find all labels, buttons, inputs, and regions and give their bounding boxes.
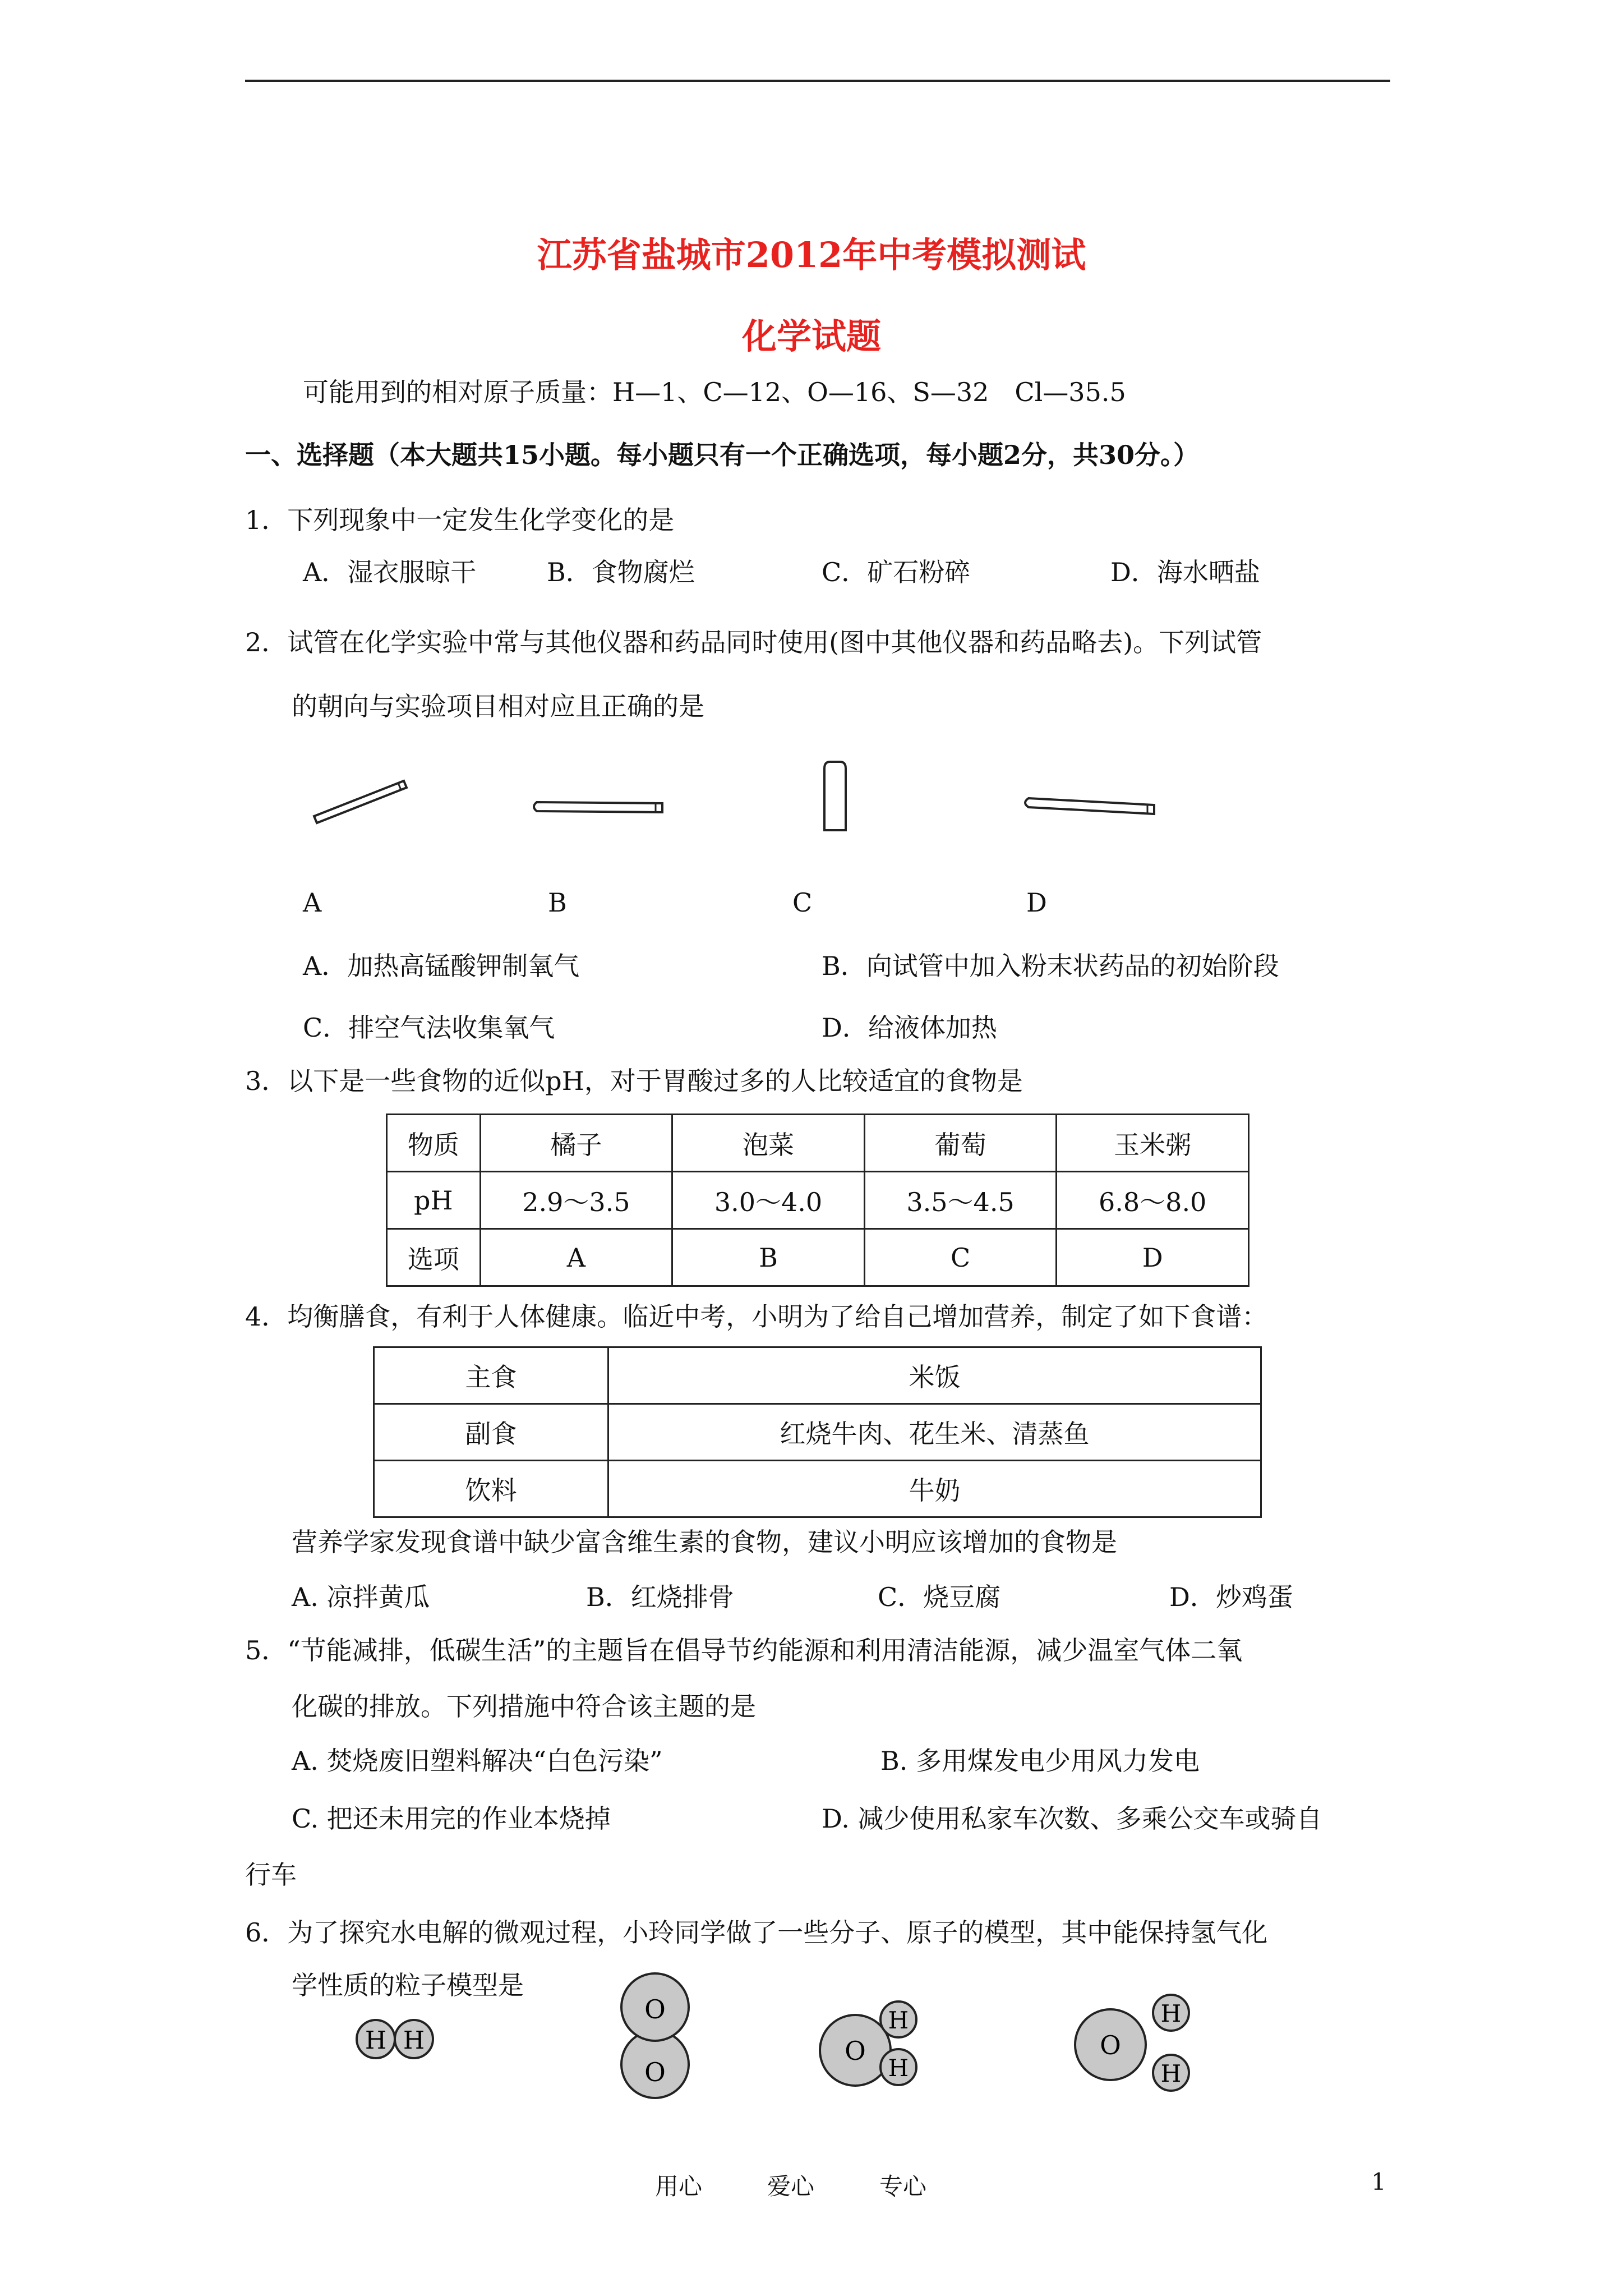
q6-stem-line2: 学性质的粒子模型是 bbox=[292, 1970, 524, 2000]
ph-table-cell: 6.8～8.0 bbox=[1057, 1172, 1249, 1229]
menu-table-cell: 米饭 bbox=[608, 1347, 1261, 1404]
q1-stem: 1．下列现象中一定发生化学变化的是 bbox=[245, 505, 675, 535]
ph-table-cell: 泡菜 bbox=[672, 1115, 865, 1172]
menu-table-cell: 主食 bbox=[374, 1347, 608, 1404]
menu-table-cell: 副食 bbox=[374, 1404, 608, 1461]
test-tube-d-figure bbox=[1021, 788, 1161, 822]
q2-figure-label-d: D bbox=[1026, 887, 1047, 918]
q2-figure-label-b: B bbox=[548, 887, 567, 918]
q5-option-a: A. 焚烧废旧塑料解决“白色污染” bbox=[292, 1746, 663, 1776]
q2-option-c: C．排空气法收集氧气 bbox=[303, 1013, 555, 1043]
menu-table-cell: 红烧牛肉、花生米、清蒸鱼 bbox=[608, 1404, 1261, 1461]
q5-stem-line2: 化碳的排放。下列措施中符合该主题的是 bbox=[292, 1691, 756, 1722]
atom-label-h: H bbox=[1160, 2060, 1182, 2087]
q5-option-d-line2: 行车 bbox=[245, 1860, 297, 1890]
q3-stem: 3．以下是一些食物的近似pH，对于胃酸过多的人比较适宜的食物是 bbox=[245, 1066, 1023, 1096]
footer-motto-3: 专心 bbox=[879, 2173, 927, 2200]
ph-table-cell: D bbox=[1057, 1229, 1249, 1286]
q4-stem: 4．均衡膳食，有利于人体健康。临近中考，小明为了给自己增加营养，制定了如下食谱： bbox=[245, 1301, 1268, 1332]
q1-option-c: C．矿石粉碎 bbox=[822, 557, 971, 587]
ph-table-cell: 3.0～4.0 bbox=[672, 1172, 865, 1229]
footer-motto-2: 爱心 bbox=[767, 2173, 815, 2200]
q4-option-b: B．红烧排骨 bbox=[586, 1582, 734, 1612]
ph-table-cell: 玉米粥 bbox=[1057, 1115, 1249, 1172]
ph-table-cell: 选项 bbox=[387, 1229, 481, 1286]
atom-label-h: H bbox=[888, 2007, 909, 2034]
test-tube-a-figure bbox=[303, 752, 415, 830]
q4-note: 营养学家发现食谱中缺少富含维生素的食物，建议小明应该增加的食物是 bbox=[292, 1527, 1117, 1557]
atom-label-h: H bbox=[1160, 2000, 1182, 2027]
atomic-masses: 可能用到的相对原子质量：H—1、C—12、O—16、S—32 Cl—35.5 bbox=[303, 377, 1126, 407]
header-rule bbox=[245, 80, 1390, 82]
hydrogen-molecule-model bbox=[348, 2014, 454, 2064]
ph-table-row bbox=[387, 1229, 1249, 1286]
water-molecule-model-d bbox=[1066, 1991, 1200, 2098]
atom-label-o: O bbox=[1100, 2030, 1121, 2060]
ph-table-cell: 葡萄 bbox=[864, 1115, 1057, 1172]
q2-option-a: A．加热高锰酸钾制氧气 bbox=[303, 951, 580, 981]
ph-table-cell: 3.5～4.5 bbox=[864, 1172, 1057, 1229]
ph-table-cell: 2.9～3.5 bbox=[480, 1172, 672, 1229]
q4-option-d: D．炒鸡蛋 bbox=[1169, 1582, 1293, 1612]
footer-motto-1: 用心 bbox=[655, 2173, 703, 2200]
water-molecule-model-c bbox=[813, 1997, 948, 2092]
q4-option-a: A. 凉拌黄瓜 bbox=[292, 1582, 430, 1612]
test-tube-c-figure bbox=[819, 757, 852, 836]
ph-table-cell: 物质 bbox=[387, 1115, 481, 1172]
oxygen-molecule-model bbox=[611, 1963, 707, 2115]
q2-option-d: D．给液体加热 bbox=[822, 1013, 997, 1043]
q2-stem-line2: 的朝向与实验项目相对应且正确的是 bbox=[292, 691, 704, 721]
ph-table-row bbox=[387, 1115, 1249, 1172]
menu-table-row bbox=[374, 1461, 1261, 1517]
q1-option-d: D．海水晒盐 bbox=[1110, 557, 1260, 587]
ph-table-cell: 橘子 bbox=[480, 1115, 672, 1172]
atom-label-o: O bbox=[845, 2036, 866, 2066]
q2-option-b: B．向试管中加入粉末状药品的初始阶段 bbox=[822, 951, 1279, 981]
q6-stem-line1: 6．为了探究水电解的微观过程，小玲同学做了一些分子、原子的模型，其中能保持氢气化 bbox=[245, 1917, 1268, 1948]
ph-table-row bbox=[387, 1172, 1249, 1229]
q2-figure-label-a: A bbox=[303, 887, 322, 918]
q5-option-c: C. 把还未用完的作业本烧掉 bbox=[292, 1803, 611, 1834]
test-tube-b-figure bbox=[530, 791, 670, 825]
ph-table-cell: A bbox=[480, 1229, 672, 1286]
ph-table-cell: B bbox=[672, 1229, 865, 1286]
q5-stem-line1: 5．“节能减排，低碳生活”的主题旨在倡导节约能源和利用清洁能源，减少温室气体二氧 bbox=[245, 1635, 1243, 1665]
q2-figure-label-c: C bbox=[792, 887, 813, 918]
q4-option-c: C．烧豆腐 bbox=[878, 1582, 1001, 1612]
ph-table bbox=[386, 1114, 1249, 1287]
atom-label-h: H bbox=[403, 2026, 425, 2055]
page-number: 1 bbox=[1371, 2168, 1386, 2196]
q1-option-b: B．食物腐烂 bbox=[547, 557, 695, 587]
menu-table-row bbox=[374, 1347, 1261, 1404]
ph-table-cell: C bbox=[864, 1229, 1057, 1286]
ph-table-cell: pH bbox=[387, 1172, 481, 1229]
section-heading: 一、选择题（本大题共15小题。每小题只有一个正确选项，每小题2分，共30分。） bbox=[245, 440, 1200, 470]
atom-label-h: H bbox=[365, 2026, 387, 2055]
q5-option-d-line1: D. 减少使用私家车次数、多乘公交车或骑自 bbox=[822, 1803, 1322, 1834]
atom-label-o: O bbox=[644, 2057, 666, 2087]
atom-label-h: H bbox=[888, 2054, 909, 2082]
q5-option-b: B. 多用煤发电少用风力发电 bbox=[880, 1746, 1200, 1776]
atom-label-o: O bbox=[644, 1994, 666, 2024]
menu-table-cell: 饮料 bbox=[374, 1461, 608, 1517]
menu-table-row bbox=[374, 1404, 1261, 1461]
q1-option-a: A．湿衣服晾干 bbox=[303, 557, 477, 587]
page-title: 江苏省盐城市2012年中考模拟测试 bbox=[537, 234, 1086, 275]
page-subtitle: 化学试题 bbox=[741, 316, 881, 357]
menu-table-cell: 牛奶 bbox=[608, 1461, 1261, 1517]
menu-table bbox=[373, 1346, 1262, 1518]
q2-stem-line1: 2．试管在化学实验中常与其他仪器和药品同时使用(图中其他仪器和药品略去)。下列试管 bbox=[245, 627, 1262, 657]
